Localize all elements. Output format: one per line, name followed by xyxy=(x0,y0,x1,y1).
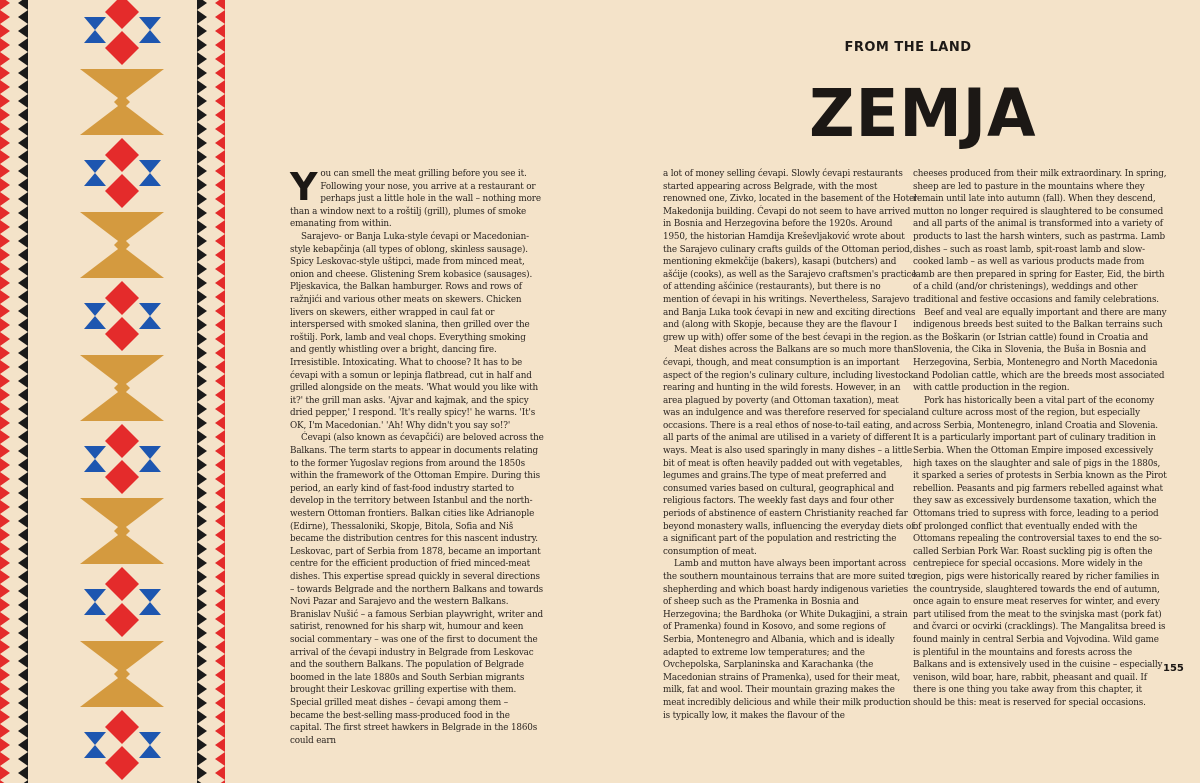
zigzag-right-black xyxy=(197,402,207,416)
zigzag-left-red xyxy=(0,0,10,10)
zigzag-right-red xyxy=(215,584,225,598)
zigzag-left-red xyxy=(0,192,10,206)
zigzag-right-black xyxy=(197,640,207,654)
zigzag-left-red xyxy=(0,486,10,500)
text-column-2 xyxy=(663,168,917,722)
zigzag-right-black xyxy=(197,136,207,150)
zigzag-right-black xyxy=(197,318,207,332)
blue-triangle xyxy=(84,316,106,329)
zigzag-left-red xyxy=(0,10,10,24)
zigzag-right-red xyxy=(215,668,225,682)
zigzag-left-black xyxy=(18,752,28,766)
zigzag-left-red xyxy=(0,136,10,150)
red-diamond xyxy=(105,281,139,315)
zigzag-right-black xyxy=(197,346,207,360)
zigzag-left-black xyxy=(18,178,28,192)
zigzag-left-red xyxy=(0,304,10,318)
zigzag-left-red xyxy=(0,710,10,724)
zigzag-left-black xyxy=(18,276,28,290)
zigzag-left-red xyxy=(0,248,10,262)
zigzag-left-black xyxy=(18,94,28,108)
paragraph: a lot of money selling ćevapi. Slowly ćevapi restaurants started appearing across Belgrade, with the most renowned one, Zivko, located in the basement of the Hotel Makedonija building. Ćevapi do not seem to have arrived in Bosnia and Herzegovina before the 1920s. Around 1950, the historian Hamdija Kreševljaković wrote about the Sarajevo culinary crafts guilds of the Ottoman period, mentioning ekmekčije (bakers), kasapi (butchers) and ašćije (cooks), as well as the Sarajevo craftsmen's practice of attending ašćinice (restaurants), but there is no mention of ćevapi in his writings. Nevertheless, Sarajevo and Banja Luka took ćevapi in new and exciting directions and (along with Skopje, because they are the flavour I grew up with) offer some of the best ćevapi in the region. xyxy=(663,169,917,343)
zigzag-left-black xyxy=(18,10,28,24)
zigzag-left-black xyxy=(18,416,28,430)
zigzag-left-black xyxy=(18,234,28,248)
paragraph: Pork has historically been a vital part of the economy and culture across most of the region, but especially across Serbia, Montenegro, inland Croatia and Slovenia. It is a particularly important part of culinary tradition in Serbia. When the Ottoman Empire imposed excessively high taxes on the slaughter and sale of pigs in the 1880s, it sparked a series of protests in Serbia known as the Pirot rebellion. Peasants and pig farmers rebelled against what they saw as excessively burdensome taxation, which the Ottomans tried to supress with force, leading to a period of prolonged conflict that eventually ended with the Ottomans repealing the controversial taxes to end the so-called Serbian Pork War. Roast suckling pig is often the centrepiece for special occasions. More widely in the region, pigs were historically reared by richer families in the countryside, slaughtered towards the end of autumn, once again to ensure meat reserves for winter, and every part utilised from the meat to the svinjska mast (pork fat) and čvarci or ocvirki (cracklings). The Mangalitsa breed is found mainly in central Serbia and Vojvodina. Wild game is plentiful in the mountains and forests across the Balkans and is extensively used in the cuisine – especially venison, wild boar, hare, rabbit, pheasant and quail. If there is one thing you take away from this chapter, it should be this: meat is reserved for special occasions. xyxy=(913,395,1167,708)
zigzag-left-red xyxy=(0,276,10,290)
zigzag-left-black xyxy=(18,360,28,374)
zigzag-left-red xyxy=(0,682,10,696)
red-diamond xyxy=(105,603,139,637)
zigzag-left-black xyxy=(18,332,28,346)
zigzag-right-black xyxy=(197,696,207,710)
blue-triangle xyxy=(84,303,106,316)
zigzag-left-black xyxy=(18,318,28,332)
zigzag-right-black xyxy=(197,724,207,738)
zigzag-right-black xyxy=(197,66,207,80)
zigzag-right-black xyxy=(197,556,207,570)
zigzag-left-red xyxy=(0,640,10,654)
zigzag-right-black xyxy=(197,500,207,514)
zigzag-left-red xyxy=(0,262,10,276)
zigzag-right-black xyxy=(197,738,207,752)
zigzag-left-red xyxy=(0,108,10,122)
blue-triangle xyxy=(84,446,106,459)
zigzag-right-red xyxy=(215,444,225,458)
zigzag-right-black xyxy=(197,514,207,528)
zigzag-right-black xyxy=(197,654,207,668)
zigzag-left-red xyxy=(0,584,10,598)
zigzag-left-red xyxy=(0,738,10,752)
zigzag-left-red xyxy=(0,388,10,402)
page-number: 155 xyxy=(1163,663,1184,674)
zigzag-left-red xyxy=(0,514,10,528)
zigzag-left-black xyxy=(18,668,28,682)
zigzag-right-black xyxy=(197,206,207,220)
zigzag-right-black xyxy=(197,262,207,276)
blue-triangle xyxy=(84,745,106,758)
red-diamond xyxy=(105,138,139,172)
blue-triangle xyxy=(139,303,161,316)
zigzag-left-black xyxy=(18,500,28,514)
zigzag-right-black xyxy=(197,220,207,234)
zigzag-right-black xyxy=(197,570,207,584)
zigzag-right-red xyxy=(215,248,225,262)
zigzag-left-black xyxy=(18,52,28,66)
zigzag-right-red xyxy=(215,696,225,710)
blue-triangle xyxy=(139,459,161,472)
zigzag-right-red xyxy=(215,458,225,472)
zigzag-right-red xyxy=(215,738,225,752)
zigzag-right-red xyxy=(215,332,225,346)
zigzag-left-red xyxy=(0,332,10,346)
zigzag-left-black xyxy=(18,206,28,220)
blue-triangle xyxy=(139,446,161,459)
zigzag-left-black xyxy=(18,122,28,136)
zigzag-right-black xyxy=(197,304,207,318)
zigzag-left-black xyxy=(18,150,28,164)
zigzag-right-black xyxy=(197,164,207,178)
zigzag-left-black xyxy=(18,262,28,276)
zigzag-left-black xyxy=(18,710,28,724)
zigzag-right-red xyxy=(215,52,225,66)
zigzag-left-red xyxy=(0,38,10,52)
blue-triangle xyxy=(84,589,106,602)
blue-triangle xyxy=(84,459,106,472)
zigzag-right-red xyxy=(215,346,225,360)
zigzag-right-black xyxy=(197,38,207,52)
zigzag-left-red xyxy=(0,724,10,738)
zigzag-right-red xyxy=(215,10,225,24)
zigzag-right-red xyxy=(215,766,225,780)
zigzag-left-black xyxy=(18,290,28,304)
zigzag-right-red xyxy=(215,318,225,332)
zigzag-right-red xyxy=(215,276,225,290)
paragraph: Meat dishes across the Balkans are so much more than ćevapi, though, and meat consumption is an important aspect of the region's culinary culture, including livestock rearing and hunting in the wild forests. However, in an area plagued by poverty (and Ottoman taxation), meat was an indulgence and was therefore reserved for special occasions. There is a real ethos of nose-to-tail eating, and all parts of the animal are utilised in a variety of different ways. Meat is also used sparingly in many dishes – a little bit of meat is often heavily padded out with vegetables, legumes and grains.The type of meat preferred and consumed varies based on cultural, geographical and religious factors. The weekly fast days and four other periods of abstinence of eastern Christianity reached far beyond monastery walls, influencing the everyday diets of a significant part of the population and restricting the consumption of meat. xyxy=(663,345,915,557)
text-column-1 xyxy=(290,165,544,747)
zigzag-right-red xyxy=(215,570,225,584)
zigzag-left-red xyxy=(0,150,10,164)
zigzag-left-red xyxy=(0,444,10,458)
zigzag-right-red xyxy=(215,752,225,766)
zigzag-left-red xyxy=(0,220,10,234)
zigzag-left-black xyxy=(18,108,28,122)
zigzag-left-red xyxy=(0,766,10,780)
paragraph: Ćevapi (also known as ćevapčići) are beloved across the Balkans. The term starts to appear in documents relating to the former Yugoslav regions from around the 1850s within the framework of the Ottoman Empire. During this period, an early kind of fast-food industry started to develop in the territory between Istanbul and the north-western Ottoman frontiers. Balkan cities like Adrianople (Edirne), Thessaloniki, Skopje, Bitola, Sofia and Niš became the distribution centres for this nascent industry. Leskovac, part of Serbia from 1878, became an important centre for the efficient production of fried minced-meat dishes. This expertise spread quickly in several directions – towards Belgrade and the northern Balkans and towards Novi Pazar and Sarajevo and the western Balkans. Branislav Nušić – a famous Serbian playwright, writer and satirist, renowned for his sharp wit, humour and keen social commentary – was one of the first to document the arrival of the ćevapi industry in Belgrade from Leskovac and the southern Balkans. The population of Belgrade boomed in the late 1880s and South Serbian migrants brought their Leskovac grilling expertise with them. Special grilled meat dishes – ćevapi among them – became the best-selling mass-produced food in the capital. The first street hawkers in Belgrade in the 1860s could earn xyxy=(290,433,544,746)
section-kicker: FROM THE LAND xyxy=(844,40,972,55)
zigzag-left-red xyxy=(0,668,10,682)
paragraph: cheeses produced from their milk extraordinary. In spring, sheep are led to pasture in the mountains where they remain until late into autumn (fall). When they descend, mutton no longer required is slaughtered to be consumed and all parts of the animal is transformed into a variety of products to last the harsh winters, such as pastrma. Lamb dishes – such as roast lamb, spit-roast lamb and slow-cooked lamb – as well as various products made from lamb are then prepared in spring for Easter, Eid, the birth of a child (and/or christenings), weddings and other traditional and festive occasions and family celebrations. xyxy=(913,169,1167,305)
zigzag-left-red xyxy=(0,178,10,192)
zigzag-right-red xyxy=(215,528,225,542)
zigzag-right-black xyxy=(197,178,207,192)
zigzag-right-red xyxy=(215,304,225,318)
zigzag-left-black xyxy=(18,192,28,206)
zigzag-right-red xyxy=(215,164,225,178)
zigzag-left-black xyxy=(18,696,28,710)
zigzag-left-black xyxy=(18,304,28,318)
zigzag-right-red xyxy=(215,108,225,122)
zigzag-left-black xyxy=(18,220,28,234)
zigzag-left-red xyxy=(0,696,10,710)
zigzag-left-red xyxy=(0,500,10,514)
zigzag-left-red xyxy=(0,66,10,80)
zigzag-right-black xyxy=(197,416,207,430)
zigzag-right-red xyxy=(215,94,225,108)
zigzag-right-black xyxy=(197,472,207,486)
zigzag-right-black xyxy=(197,0,207,10)
red-diamond xyxy=(105,746,139,780)
zigzag-left-black xyxy=(18,612,28,626)
paragraph: Lamb and mutton have always been important across the southern mountainous terrains that are more suited to shepherding and which boast hardy indigenous varieties of sheep such as the Pramenka in Bosnia and Herzegovina; the Bardhoka (or White Dukagjini, a strain of Pramenka) found in Kosovo, and some regions of Serbia, Montenegro and Albania, which and is ideally adapted to extreme low temperatures; and the Ovchepolska, Sarplaninska and Karachanka (the Macedonian strains of Pramenka), used for their meat, milk, fat and wool. Their mountain grazing makes the meat incredibly delicious and while their milk production is typically low, it makes the flavour of the xyxy=(663,559,916,721)
zigzag-right-red xyxy=(215,150,225,164)
zigzag-left-red xyxy=(0,598,10,612)
zigzag-left-red xyxy=(0,612,10,626)
zigzag-right-red xyxy=(215,0,225,10)
zigzag-right-black xyxy=(197,766,207,780)
zigzag-left-red xyxy=(0,234,10,248)
zigzag-right-black xyxy=(197,80,207,94)
zigzag-right-red xyxy=(215,682,225,696)
zigzag-right-red xyxy=(215,542,225,556)
zigzag-right-black xyxy=(197,276,207,290)
zigzag-right-black xyxy=(197,430,207,444)
zigzag-right-black xyxy=(197,290,207,304)
zigzag-left-red xyxy=(0,430,10,444)
zigzag-left-red xyxy=(0,626,10,640)
blue-triangle xyxy=(139,17,161,30)
zigzag-left-black xyxy=(18,724,28,738)
drop-cap: Y xyxy=(290,165,318,209)
zigzag-left-red xyxy=(0,290,10,304)
zigzag-right-black xyxy=(197,626,207,640)
zigzag-left-red xyxy=(0,542,10,556)
zigzag-right-red xyxy=(215,598,225,612)
zigzag-left-red xyxy=(0,570,10,584)
zigzag-right-red xyxy=(215,192,225,206)
zigzag-left-black xyxy=(18,766,28,780)
zigzag-right-red xyxy=(215,262,225,276)
zigzag-left-black xyxy=(18,584,28,598)
zigzag-right-red xyxy=(215,38,225,52)
zigzag-right-black xyxy=(197,528,207,542)
zigzag-right-red xyxy=(215,710,225,724)
zigzag-right-black xyxy=(197,10,207,24)
zigzag-left-black xyxy=(18,486,28,500)
zigzag-left-black xyxy=(18,640,28,654)
zigzag-right-black xyxy=(197,360,207,374)
zigzag-right-black xyxy=(197,150,207,164)
blue-triangle xyxy=(84,173,106,186)
text-column-3 xyxy=(913,168,1167,710)
zigzag-left-black xyxy=(18,472,28,486)
zigzag-right-red xyxy=(215,430,225,444)
blue-triangle xyxy=(84,602,106,615)
zigzag-right-red xyxy=(215,556,225,570)
zigzag-left-black xyxy=(18,346,28,360)
paragraph: Sarajevo- or Banja Luka-style ćevapi or Macedonian-style kebapčinja (all types of oblong, skinless sausage). Spicy Leskovac-style uštipci, made from minced meat, onion and cheese. Glistening Srem kobasice (sausages). Pljeskavica, the Balkan hamburger. Rows and rows of ražnjići and various other meats on skewers. Chicken livers on skewers, either wrapped in caul fat or interspersed with smoked slanina, then grilled over the roštilj. Pork, lamb and veal chops. Everything smoking and gently whistling over a bright, dancing fire. Irresistible. Intoxicating. What to choose? It has to be ćevapi with a somun or lepinja flatbread, cut in half and grilled alongside on the meats. 'What would you like with it?' the grill man asks. 'Ajvar and kajmak, and the spicy dried pepper,' I respond. 'It's really spicy!' he warns. 'It's OK, I'm Macedonian.' 'Ah! Why didn't you say so!?' xyxy=(290,231,539,431)
zigzag-right-red xyxy=(215,486,225,500)
zigzag-left-black xyxy=(18,38,28,52)
zigzag-left-black xyxy=(18,430,28,444)
zigzag-right-red xyxy=(215,654,225,668)
zigzag-right-red xyxy=(215,500,225,514)
zigzag-left-red xyxy=(0,346,10,360)
zigzag-right-red xyxy=(215,416,225,430)
zigzag-left-red xyxy=(0,472,10,486)
zigzag-left-black xyxy=(18,136,28,150)
blue-triangle xyxy=(139,745,161,758)
zigzag-right-black xyxy=(197,192,207,206)
zigzag-right-red xyxy=(215,290,225,304)
red-diamond xyxy=(105,424,139,458)
paragraph: ou can smell the meat grilling before you see it. Following your nose, you arrive at a restaurant or perhaps just a little hole in the wall – nothing more than a window next to a roštilj (grill), plumes of smoke emanating from within. xyxy=(290,169,541,230)
red-diamond xyxy=(105,31,139,65)
blue-triangle xyxy=(84,732,106,745)
zigzag-left-red xyxy=(0,206,10,220)
blue-triangle xyxy=(139,160,161,173)
zigzag-left-red xyxy=(0,360,10,374)
zigzag-left-red xyxy=(0,122,10,136)
zigzag-right-black xyxy=(197,458,207,472)
red-diamond xyxy=(105,567,139,601)
zigzag-right-black xyxy=(197,374,207,388)
zigzag-left-red xyxy=(0,556,10,570)
zigzag-left-black xyxy=(18,374,28,388)
zigzag-left-black xyxy=(18,458,28,472)
zigzag-left-red xyxy=(0,402,10,416)
zigzag-right-black xyxy=(197,542,207,556)
blue-triangle xyxy=(84,17,106,30)
zigzag-left-black xyxy=(18,80,28,94)
zigzag-left-red xyxy=(0,752,10,766)
zigzag-right-red xyxy=(215,472,225,486)
zigzag-right-black xyxy=(197,682,207,696)
zigzag-right-red xyxy=(215,640,225,654)
zigzag-right-black xyxy=(197,234,207,248)
blue-triangle xyxy=(139,30,161,43)
zigzag-left-red xyxy=(0,416,10,430)
zigzag-left-black xyxy=(18,570,28,584)
zigzag-left-red xyxy=(0,52,10,66)
zigzag-right-black xyxy=(197,24,207,38)
zigzag-left-red xyxy=(0,654,10,668)
zigzag-right-red xyxy=(215,206,225,220)
zigzag-right-red xyxy=(215,612,225,626)
zigzag-right-red xyxy=(215,178,225,192)
zigzag-right-black xyxy=(197,108,207,122)
zigzag-left-black xyxy=(18,556,28,570)
zigzag-left-black xyxy=(18,598,28,612)
zigzag-left-black xyxy=(18,514,28,528)
zigzag-right-red xyxy=(215,136,225,150)
blue-triangle xyxy=(139,732,161,745)
zigzag-right-red xyxy=(215,66,225,80)
zigzag-left-red xyxy=(0,528,10,542)
zigzag-right-black xyxy=(197,248,207,262)
zigzag-left-black xyxy=(18,402,28,416)
blue-triangle xyxy=(139,602,161,615)
zigzag-right-red xyxy=(215,626,225,640)
decorative-folk-border xyxy=(0,0,225,783)
page-title: ZEMJA xyxy=(809,75,1037,152)
zigzag-left-black xyxy=(18,444,28,458)
zigzag-left-black xyxy=(18,682,28,696)
zigzag-left-black xyxy=(18,248,28,262)
zigzag-right-red xyxy=(215,388,225,402)
zigzag-right-black xyxy=(197,486,207,500)
blue-triangle xyxy=(84,160,106,173)
zigzag-right-black xyxy=(197,94,207,108)
zigzag-left-red xyxy=(0,374,10,388)
zigzag-left-black xyxy=(18,528,28,542)
zigzag-right-red xyxy=(215,80,225,94)
zigzag-right-red xyxy=(215,402,225,416)
zigzag-left-black xyxy=(18,164,28,178)
zigzag-right-red xyxy=(215,724,225,738)
zigzag-right-red xyxy=(215,24,225,38)
zigzag-right-black xyxy=(197,122,207,136)
zigzag-left-red xyxy=(0,80,10,94)
zigzag-right-black xyxy=(197,668,207,682)
zigzag-right-red xyxy=(215,514,225,528)
zigzag-left-black xyxy=(18,738,28,752)
red-diamond xyxy=(105,174,139,208)
zigzag-right-black xyxy=(197,388,207,402)
zigzag-left-black xyxy=(18,24,28,38)
zigzag-right-red xyxy=(215,122,225,136)
zigzag-right-black xyxy=(197,332,207,346)
zigzag-right-black xyxy=(197,710,207,724)
zigzag-right-black xyxy=(197,52,207,66)
zigzag-right-red xyxy=(215,374,225,388)
blue-triangle xyxy=(84,30,106,43)
zigzag-left-black xyxy=(18,0,28,10)
zigzag-left-red xyxy=(0,318,10,332)
blue-triangle xyxy=(139,173,161,186)
zigzag-right-black xyxy=(197,752,207,766)
zigzag-right-black xyxy=(197,584,207,598)
blue-triangle xyxy=(139,589,161,602)
zigzag-right-black xyxy=(197,444,207,458)
zigzag-left-black xyxy=(18,626,28,640)
zigzag-left-black xyxy=(18,654,28,668)
zigzag-right-black xyxy=(197,598,207,612)
zigzag-left-red xyxy=(0,94,10,108)
zigzag-left-red xyxy=(0,458,10,472)
zigzag-left-black xyxy=(18,66,28,80)
zigzag-right-black xyxy=(197,612,207,626)
zigzag-left-black xyxy=(18,542,28,556)
zigzag-right-red xyxy=(215,220,225,234)
red-diamond xyxy=(105,317,139,351)
zigzag-right-red xyxy=(215,360,225,374)
red-diamond xyxy=(105,460,139,494)
blue-triangle xyxy=(139,316,161,329)
paragraph: Beef and veal are equally important and there are many indigenous breeds best suited to the Balkan terrains such as the Boškarin (or Istrian cattle) found in Croatia and Slovenia, the Cika in Slovenia, the Buša in Bosnia and Herzegovina, Serbia, Montenegro and North Macedonia and Podolian cattle, which are the breeds most associated with cattle production in the region. xyxy=(913,307,1167,394)
zigzag-left-red xyxy=(0,164,10,178)
zigzag-left-red xyxy=(0,24,10,38)
red-diamond xyxy=(105,0,139,29)
zigzag-left-black xyxy=(18,388,28,402)
red-diamond xyxy=(105,710,139,744)
zigzag-right-red xyxy=(215,234,225,248)
